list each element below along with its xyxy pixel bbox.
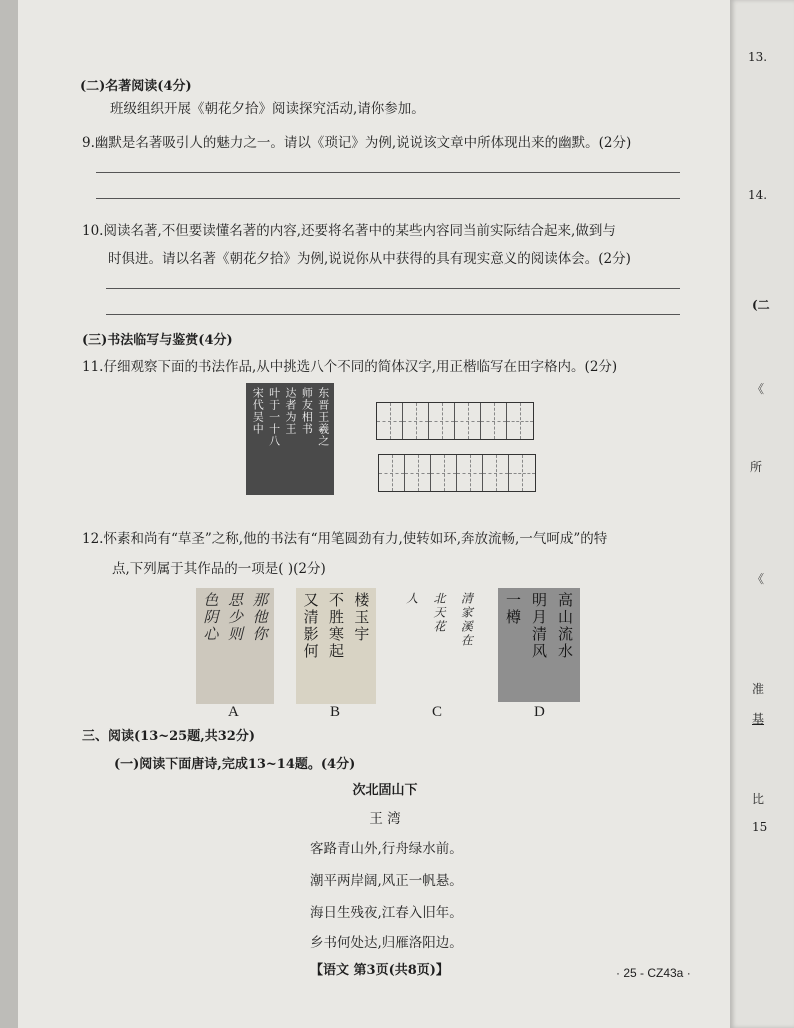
next-page-edge	[730, 0, 794, 1028]
tianzige-row-2[interactable]	[378, 454, 536, 492]
calligraphy-column: 东晋王羲之	[316, 387, 330, 447]
tianzige-cell[interactable]	[509, 455, 535, 491]
calligraphy-artwork	[246, 383, 334, 495]
answer-line[interactable]	[106, 314, 680, 315]
option-d-column: 一樽	[504, 592, 522, 626]
option-a-column: 色阴心	[201, 592, 220, 643]
edge-text: 14.	[748, 188, 768, 202]
subsection-poem: (一)阅读下面唐诗,完成13~14题。(4分)	[114, 757, 356, 772]
option-d-label[interactable]: D	[534, 704, 545, 720]
question-9: 9.幽默是名著吸引人的魅力之一。请以《琐记》为例,说说该文章中所体现出来的幽默。(2分)	[82, 135, 632, 151]
option-c-artwork	[396, 588, 482, 692]
option-c-label[interactable]: C	[432, 704, 443, 720]
tianzige-cell[interactable]	[379, 455, 405, 491]
option-c-column: 人	[404, 592, 419, 606]
calligraphy-column: 宋代吴中	[251, 387, 265, 435]
poem-line: 乡书何处达,归雁洛阳边。	[310, 935, 463, 951]
option-d-column: 明月清风	[530, 592, 548, 660]
tianzige-cell[interactable]	[403, 403, 429, 439]
tianzige-row-1[interactable]	[376, 402, 534, 440]
edge-text: 13.	[748, 50, 768, 64]
section-title-calligraphy: (三)书法临写与鉴赏(4分)	[82, 333, 233, 348]
option-d-artwork	[498, 588, 580, 702]
option-a-artwork	[196, 588, 274, 704]
tianzige-cell[interactable]	[483, 455, 509, 491]
page-footer: 【语文 第3页(共8页)】	[310, 963, 449, 978]
option-b-column: 楼玉宇	[352, 592, 371, 643]
tianzige-cell[interactable]	[429, 403, 455, 439]
option-a-label[interactable]: A	[228, 704, 239, 720]
edge-text: 《	[752, 572, 765, 586]
option-a-column: 那他你	[250, 592, 269, 643]
option-b-column: 不胜寒起	[326, 592, 345, 660]
part-title-reading: 三、阅读(13~25题,共32分)	[82, 729, 255, 744]
answer-line[interactable]	[96, 198, 680, 199]
tianzige-cell[interactable]	[377, 403, 403, 439]
edge-text: 《	[752, 382, 765, 396]
poem-line: 潮平两岸阔,风正一帆悬。	[310, 873, 463, 889]
answer-line[interactable]	[96, 172, 680, 173]
question-10-cont: 时俱进。请以名著《朝花夕拾》为例,说说你从中获得的具有现实意义的阅读体会。(2分)	[108, 251, 631, 267]
answer-line[interactable]	[106, 288, 680, 289]
tianzige-cell[interactable]	[481, 403, 507, 439]
option-b-label[interactable]: B	[330, 704, 341, 720]
edge-text: 准	[752, 682, 765, 696]
tianzige-cell[interactable]	[405, 455, 431, 491]
poem-line: 客路青山外,行舟绿水前。	[310, 841, 463, 857]
edge-text: (二	[752, 298, 770, 312]
paper-code: · 25 - CZ43a ·	[616, 966, 691, 980]
question-11: 11.仔细观察下面的书法作品,从中挑选八个不同的简体汉字,用正楷临写在田字格内。(2分)	[82, 359, 618, 375]
tianzige-cell[interactable]	[455, 403, 481, 439]
section-title-classics: (二)名著阅读(4分)	[80, 79, 192, 94]
tianzige-cell[interactable]	[507, 403, 533, 439]
option-c-column: 北天花	[431, 592, 446, 634]
option-b-artwork	[296, 588, 376, 704]
edge-text: 15	[752, 820, 768, 834]
option-c-column: 清家溪在	[459, 592, 474, 648]
poem-line: 海日生残夜,江春入旧年。	[310, 905, 463, 921]
question-10: 10.阅读名著,不但要读懂名著的内容,还要将名著中的某些内容同当前实际结合起来,做到与	[82, 223, 616, 239]
calligraphy-column: 达者为王	[283, 387, 297, 435]
poem-title: 次北固山下	[352, 783, 418, 798]
question-12-cont: 点,下列属于其作品的一项是( )(2分)	[112, 561, 326, 577]
option-d-column: 高山流水	[556, 592, 574, 660]
question-12: 12.怀素和尚有“草圣”之称,他的书法有“用笔圆劲有力,使转如环,奔放流畅,一气呵成”的特	[82, 531, 608, 547]
option-a-column: 思少则	[225, 592, 244, 643]
poem-author: 王 湾	[369, 811, 401, 827]
edge-text: 比	[752, 792, 765, 806]
tianzige-cell[interactable]	[431, 455, 457, 491]
option-b-column: 又清影何	[301, 592, 320, 660]
edge-text: 所	[750, 460, 763, 474]
tianzige-cell[interactable]	[457, 455, 483, 491]
calligraphy-column: 师友相书	[300, 387, 314, 435]
edge-text: 基	[752, 712, 765, 726]
section-intro: 班级组织开展《朝花夕拾》阅读探究活动,请你参加。	[110, 101, 425, 117]
calligraphy-column: 叶于一十八	[267, 387, 281, 447]
